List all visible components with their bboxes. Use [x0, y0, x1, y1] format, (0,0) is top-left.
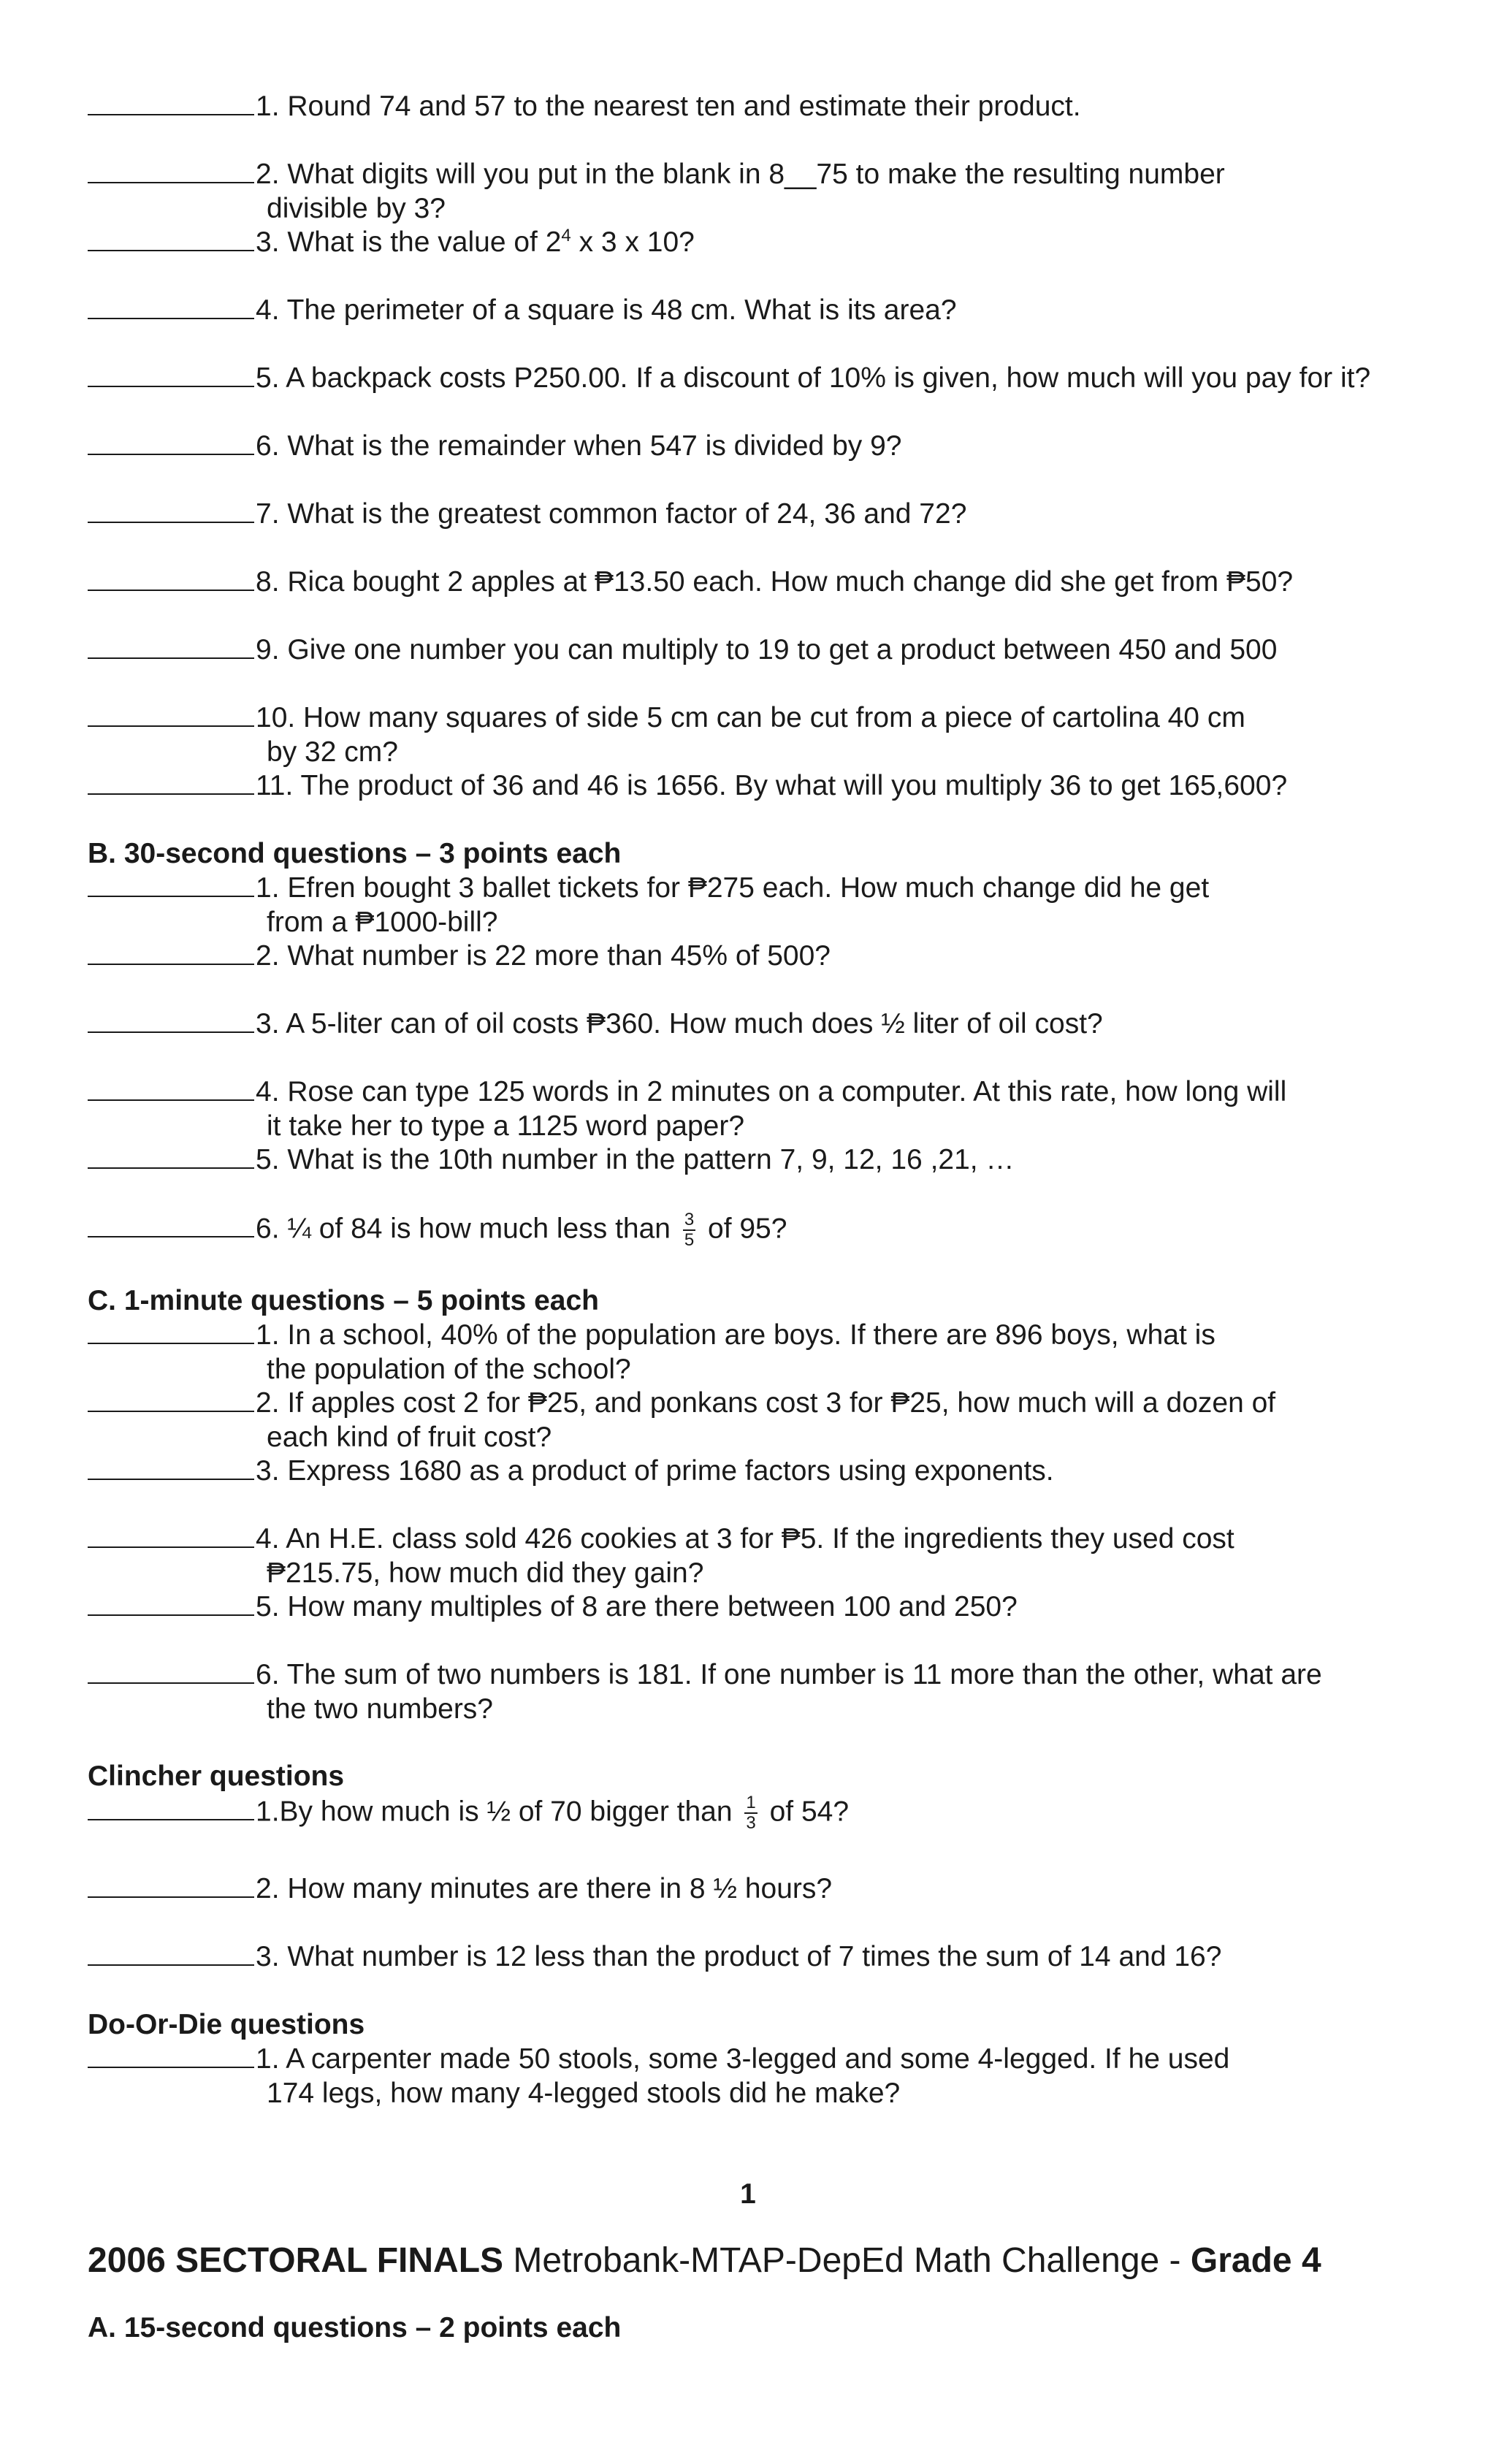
question-continuation: each kind of fruit cost? [267, 1422, 552, 1453]
answer-blank[interactable] [88, 568, 254, 591]
section-a-heading: A. 15-second questions – 2 points each [88, 2312, 622, 2343]
answer-blank[interactable] [88, 228, 254, 251]
question-text: 9. Give one number you can multiply to 19 to get a product between 450 and 500 [256, 634, 1278, 665]
answer-blank[interactable] [88, 1145, 254, 1169]
question-a1 [88, 89, 1446, 123]
page-number: 1 [740, 2178, 756, 2210]
question-text: 2. What digits will you put in the blank in 8__75 to make the resulting number [256, 159, 1225, 190]
answer-blank[interactable] [88, 1321, 254, 1344]
question-continuation: it take her to type a 1125 word paper? [267, 1110, 745, 1142]
question-text: 3. What number is 12 less than the product of 7 times the sum of 14 and 16? [256, 1941, 1222, 1972]
question-continuation: from a ₱1000-bill? [267, 907, 498, 938]
question-text: 6. The sum of two numbers is 181. If one number is 11 more than the other, what are [256, 1659, 1322, 1690]
question-continuation: by 32 cm? [267, 736, 398, 768]
question-a4 [88, 293, 1446, 327]
question-text-post: x 3 x 10? [570, 226, 695, 258]
question-a11 [88, 768, 1446, 803]
question-a3 [88, 225, 1446, 259]
fraction [744, 1793, 757, 1833]
answer-blank[interactable] [88, 1660, 254, 1684]
section-b-heading: B. 30-second questions – 3 points each [88, 838, 622, 869]
question-clincher-1 [88, 1793, 1446, 1833]
question-a10 [88, 701, 1446, 769]
clincher-heading: Clincher questions [88, 1761, 345, 1792]
question-text: 5. How many multiples of 8 are there between 100 and 250? [256, 1591, 1018, 1622]
question-a7 [88, 497, 1446, 531]
answer-blank[interactable] [88, 1214, 254, 1237]
question-clincher-3 [88, 1939, 1446, 1974]
question-a6 [88, 429, 1446, 463]
question-text: 2. If apples cost 2 for ₱25, and ponkans cost 3 for ₱25, how much will a dozen of [256, 1387, 1276, 1419]
question-continuation: divisible by 3? [267, 193, 446, 224]
question-text: 5. What is the 10th number in the pattern 7, 9, 12, 16 ,21, … [256, 1144, 1015, 1175]
question-text: 8. Rica bought 2 apples at ₱13.50 each. How much change did she get from ₱50? [256, 566, 1294, 598]
answer-blank[interactable] [88, 1457, 254, 1480]
question-c2 [88, 1386, 1446, 1454]
question-text: 4. Rose can type 125 words in 2 minutes on a computer. At this rate, how long will [256, 1076, 1287, 1107]
answer-blank[interactable] [88, 1525, 254, 1548]
question-text: 11. The product of 36 and 46 is 1656. By what will you multiply 36 to get 165,600? [256, 770, 1288, 801]
question-c4 [88, 1522, 1446, 1590]
fraction-denominator: 3 [746, 1813, 756, 1833]
answer-blank[interactable] [88, 703, 254, 727]
question-text: 3. A 5-liter can of oil costs ₱360. How much does ½ liter of oil cost? [256, 1008, 1103, 1040]
question-c6 [88, 1658, 1446, 1726]
question-text: 1. In a school, 40% of the population are boys. If there are 896 boys, what is [256, 1319, 1216, 1351]
question-text-post: of 54? [761, 1796, 850, 1828]
contest-title-bold: 2006 SECTORAL FINALS [88, 2241, 504, 2280]
contest-title [88, 2240, 1321, 2281]
question-text-pre: 6. ¼ of 84 is how much less than [256, 1213, 679, 1245]
answer-blank[interactable] [88, 874, 254, 897]
question-continuation: the two numbers? [267, 1693, 494, 1725]
question-b4 [88, 1075, 1446, 1143]
question-c1 [88, 1318, 1446, 1387]
question-text-pre: 1.By how much is ½ of 70 bigger than [256, 1796, 741, 1828]
answer-blank[interactable] [88, 771, 254, 795]
question-b6 [88, 1210, 1446, 1250]
question-a2 [88, 157, 1446, 226]
question-text-post: of 95? [700, 1213, 787, 1245]
answer-blank[interactable] [88, 1389, 254, 1412]
answer-blank[interactable] [88, 1942, 254, 1966]
question-text: 5. A backpack costs P250.00. If a discount of 10% is given, how much will you pay for it? [256, 362, 1371, 394]
question-b5 [88, 1143, 1446, 1177]
question-c5 [88, 1590, 1446, 1624]
answer-blank[interactable] [88, 1797, 254, 1820]
answer-blank[interactable] [88, 1077, 254, 1101]
question-continuation: ₱215.75, how much did they gain? [267, 1557, 704, 1589]
question-b3 [88, 1007, 1446, 1041]
answer-blank[interactable] [88, 636, 254, 659]
fraction-numerator: 3 [684, 1210, 695, 1229]
fraction-denominator: 5 [684, 1230, 695, 1250]
question-continuation: the population of the school? [267, 1354, 631, 1385]
answer-blank[interactable] [88, 160, 254, 183]
question-text: 1. Round 74 and 57 to the nearest ten and estimate their product. [256, 91, 1081, 122]
question-text: 6. What is the remainder when 547 is divided by 9? [256, 430, 902, 462]
question-text: 2. How many minutes are there in 8 ½ hours? [256, 1873, 833, 1904]
question-text: 2. What number is 22 more than 45% of 500? [256, 940, 831, 972]
question-continuation: 174 legs, how many 4-legged stools did he make? [267, 2078, 901, 2109]
question-a8 [88, 565, 1446, 599]
fraction [683, 1210, 695, 1250]
question-text: 10. How many squares of side 5 cm can be cut from a piece of cartolina 40 cm [256, 702, 1245, 733]
question-clincher-2 [88, 1872, 1446, 1906]
fraction-numerator: 1 [746, 1793, 756, 1812]
answer-blank[interactable] [88, 1010, 254, 1033]
question-text-pre: 3. What is the value of 2 [256, 226, 562, 258]
question-a9 [88, 633, 1446, 667]
question-text: 4. An H.E. class sold 426 cookies at 3 for ₱5. If the ingredients they used cost [256, 1523, 1234, 1555]
answer-blank[interactable] [88, 500, 254, 523]
question-text: 1. A carpenter made 50 stools, some 3-legged and some 4-legged. If he used [256, 2043, 1230, 2075]
question-a5 [88, 361, 1446, 395]
answer-blank[interactable] [88, 92, 254, 115]
do-or-die-heading: Do-Or-Die questions [88, 2009, 365, 2040]
question-b2 [88, 939, 1446, 973]
question-c3 [88, 1454, 1446, 1488]
answer-blank[interactable] [88, 1593, 254, 1616]
question-do-or-die-1 [88, 2042, 1446, 2110]
answer-blank[interactable] [88, 942, 254, 965]
section-c-heading: C. 1-minute questions – 5 points each [88, 1285, 599, 1316]
exponent: 4 [561, 226, 571, 245]
question-text: 7. What is the greatest common factor of 24, 36 and 72? [256, 498, 967, 530]
question-text: 4. The perimeter of a square is 48 cm. What is its area? [256, 294, 957, 326]
answer-blank[interactable] [88, 432, 254, 455]
question-b1 [88, 871, 1446, 939]
answer-blank[interactable] [88, 2045, 254, 2068]
contest-grade: Grade 4 [1190, 2241, 1321, 2280]
answer-blank[interactable] [88, 364, 254, 387]
answer-blank[interactable] [88, 296, 254, 319]
question-text: 3. Express 1680 as a product of prime factors using exponents. [256, 1455, 1054, 1487]
question-text: 1. Efren bought 3 ballet tickets for ₱275 each. How much change did he get [256, 872, 1210, 904]
answer-blank[interactable] [88, 1874, 254, 1898]
contest-title-mid: Metrobank-MTAP-DepEd Math Challenge - [503, 2241, 1191, 2280]
